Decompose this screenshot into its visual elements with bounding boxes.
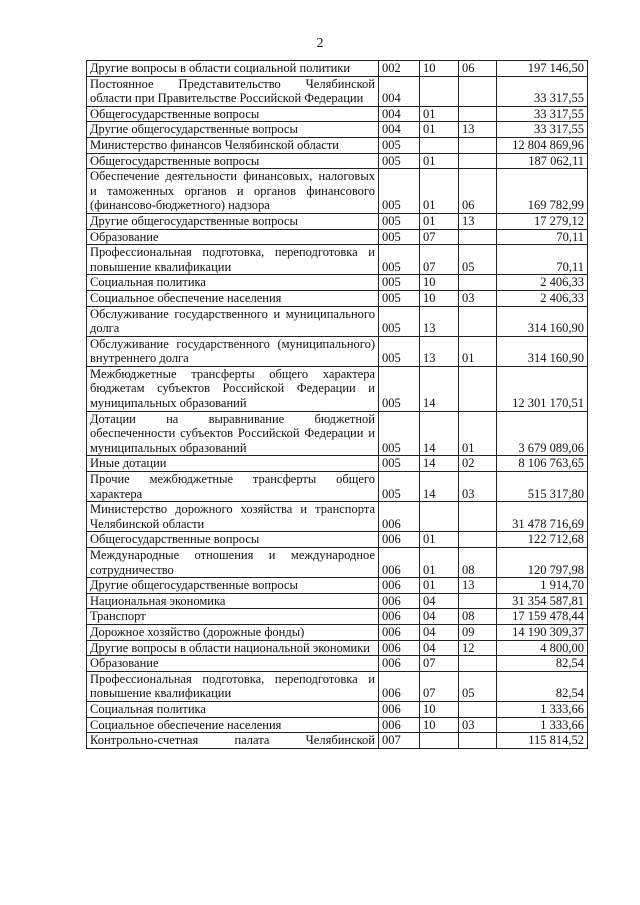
table-row bbox=[87, 169, 588, 214]
row-section: 07 bbox=[420, 656, 459, 672]
row-subsection: 08 bbox=[459, 609, 497, 625]
row-amount: 70,11 bbox=[497, 245, 588, 275]
row-section: 10 bbox=[420, 701, 459, 717]
row-section: 14 bbox=[420, 456, 459, 472]
row-code: 004 bbox=[379, 76, 420, 106]
budget-table bbox=[86, 60, 588, 749]
row-subsection bbox=[459, 275, 497, 291]
row-code: 005 bbox=[379, 229, 420, 245]
row-section: 10 bbox=[420, 717, 459, 733]
row-section bbox=[420, 76, 459, 106]
row-subsection: 06 bbox=[459, 61, 497, 77]
row-section: 13 bbox=[420, 306, 459, 336]
row-name: Дотации на выравнивание бюджетной обеспеченности субъектов Российской Федерации и муниципальных образований bbox=[87, 411, 379, 456]
row-section: 10 bbox=[420, 61, 459, 77]
row-name: Социальное обеспечение населения bbox=[87, 290, 379, 306]
row-code: 006 bbox=[379, 609, 420, 625]
row-amount: 33 317,55 bbox=[497, 106, 588, 122]
row-subsection bbox=[459, 153, 497, 169]
row-name: Министерство дорожного хозяйства и транспорта Челябинской области bbox=[87, 502, 379, 532]
row-code: 004 bbox=[379, 106, 420, 122]
row-subsection: 09 bbox=[459, 624, 497, 640]
row-amount: 120 797,98 bbox=[497, 548, 588, 578]
table-row bbox=[87, 532, 588, 548]
row-code: 005 bbox=[379, 306, 420, 336]
row-amount: 115 814,52 bbox=[497, 733, 588, 749]
row-amount: 82,54 bbox=[497, 671, 588, 701]
budget-table-body bbox=[87, 61, 588, 749]
row-subsection: 13 bbox=[459, 122, 497, 138]
row-amount: 12 301 170,51 bbox=[497, 366, 588, 411]
table-row bbox=[87, 336, 588, 366]
row-section: 13 bbox=[420, 336, 459, 366]
row-name: Другие общегосударственные вопросы bbox=[87, 213, 379, 229]
row-name: Общегосударственные вопросы bbox=[87, 532, 379, 548]
table-row bbox=[87, 213, 588, 229]
row-name: Министерство финансов Челябинской области bbox=[87, 137, 379, 153]
row-name: Национальная экономика bbox=[87, 593, 379, 609]
row-code: 005 bbox=[379, 336, 420, 366]
row-subsection: 05 bbox=[459, 245, 497, 275]
row-name: Дорожное хозяйство (дорожные фонды) bbox=[87, 624, 379, 640]
row-name: Другие вопросы в области национальной экономики bbox=[87, 640, 379, 656]
row-name: Прочие межбюджетные трансферты общего характера bbox=[87, 472, 379, 502]
row-name: Другие общегосударственные вопросы bbox=[87, 578, 379, 594]
row-amount: 12 804 869,96 bbox=[497, 137, 588, 153]
row-code: 006 bbox=[379, 578, 420, 594]
row-code: 005 bbox=[379, 366, 420, 411]
table-row bbox=[87, 717, 588, 733]
row-subsection bbox=[459, 229, 497, 245]
row-code: 006 bbox=[379, 593, 420, 609]
table-row bbox=[87, 548, 588, 578]
row-section bbox=[420, 502, 459, 532]
row-subsection bbox=[459, 306, 497, 336]
row-code: 005 bbox=[379, 290, 420, 306]
row-name: Другие вопросы в области социальной политики bbox=[87, 61, 379, 77]
row-name: Транспорт bbox=[87, 609, 379, 625]
row-subsection: 03 bbox=[459, 717, 497, 733]
row-subsection bbox=[459, 733, 497, 749]
row-section: 07 bbox=[420, 671, 459, 701]
table-row bbox=[87, 624, 588, 640]
row-amount: 70,11 bbox=[497, 229, 588, 245]
row-name: Профессиональная подготовка, переподготовка и повышение квалификации bbox=[87, 245, 379, 275]
row-name: Обслуживание государственного (муниципального) внутреннего долга bbox=[87, 336, 379, 366]
row-amount: 122 712,68 bbox=[497, 532, 588, 548]
table-row bbox=[87, 306, 588, 336]
table-row bbox=[87, 671, 588, 701]
row-amount: 33 317,55 bbox=[497, 76, 588, 106]
row-section: 01 bbox=[420, 169, 459, 214]
row-name: Международные отношения и международное сотрудничество bbox=[87, 548, 379, 578]
table-row bbox=[87, 593, 588, 609]
row-section: 04 bbox=[420, 640, 459, 656]
row-section: 01 bbox=[420, 106, 459, 122]
table-row bbox=[87, 609, 588, 625]
table-row bbox=[87, 656, 588, 672]
row-section bbox=[420, 137, 459, 153]
row-amount: 1 333,66 bbox=[497, 701, 588, 717]
table-row bbox=[87, 640, 588, 656]
row-subsection: 05 bbox=[459, 671, 497, 701]
row-section: 04 bbox=[420, 593, 459, 609]
row-code: 006 bbox=[379, 701, 420, 717]
row-subsection: 08 bbox=[459, 548, 497, 578]
table-row bbox=[87, 472, 588, 502]
row-subsection bbox=[459, 502, 497, 532]
row-name: Социальная политика bbox=[87, 701, 379, 717]
row-amount: 17 279,12 bbox=[497, 213, 588, 229]
row-code: 004 bbox=[379, 122, 420, 138]
table-row bbox=[87, 153, 588, 169]
row-amount: 4 800,00 bbox=[497, 640, 588, 656]
row-name: Межбюджетные трансферты общего характера бюджетам субъектов Российской Федерации и муниципальных образований bbox=[87, 366, 379, 411]
table-row bbox=[87, 366, 588, 411]
row-amount: 314 160,90 bbox=[497, 306, 588, 336]
table-row bbox=[87, 578, 588, 594]
row-subsection bbox=[459, 137, 497, 153]
table-row bbox=[87, 122, 588, 138]
row-subsection bbox=[459, 76, 497, 106]
table-row bbox=[87, 137, 588, 153]
row-subsection: 03 bbox=[459, 290, 497, 306]
row-amount: 31 354 587,81 bbox=[497, 593, 588, 609]
row-amount: 33 317,55 bbox=[497, 122, 588, 138]
row-name: Контрольно-счетная палата Челябинской bbox=[87, 733, 379, 749]
row-subsection: 06 bbox=[459, 169, 497, 214]
row-code: 002 bbox=[379, 61, 420, 77]
row-section: 01 bbox=[420, 532, 459, 548]
row-section: 10 bbox=[420, 290, 459, 306]
table-row bbox=[87, 61, 588, 77]
row-section: 01 bbox=[420, 122, 459, 138]
row-amount: 2 406,33 bbox=[497, 290, 588, 306]
row-subsection: 12 bbox=[459, 640, 497, 656]
row-amount: 14 190 309,37 bbox=[497, 624, 588, 640]
row-name: Общегосударственные вопросы bbox=[87, 106, 379, 122]
row-code: 005 bbox=[379, 153, 420, 169]
row-name: Иные дотации bbox=[87, 456, 379, 472]
row-name: Профессиональная подготовка, переподготовка и повышение квалификации bbox=[87, 671, 379, 701]
row-name: Образование bbox=[87, 229, 379, 245]
row-subsection: 01 bbox=[459, 336, 497, 366]
row-amount: 17 159 478,44 bbox=[497, 609, 588, 625]
row-code: 006 bbox=[379, 671, 420, 701]
row-code: 006 bbox=[379, 717, 420, 733]
row-subsection: 13 bbox=[459, 213, 497, 229]
row-amount: 1 333,66 bbox=[497, 717, 588, 733]
row-name: Образование bbox=[87, 656, 379, 672]
table-row bbox=[87, 106, 588, 122]
row-name: Постоянное Представительство Челябинской области при Правительстве Российской Федерации bbox=[87, 76, 379, 106]
row-amount: 169 782,99 bbox=[497, 169, 588, 214]
row-code: 006 bbox=[379, 532, 420, 548]
row-section: 07 bbox=[420, 229, 459, 245]
row-name: Обслуживание государственного и муниципального долга bbox=[87, 306, 379, 336]
row-subsection: 03 bbox=[459, 472, 497, 502]
row-subsection bbox=[459, 593, 497, 609]
row-section: 01 bbox=[420, 548, 459, 578]
row-code: 005 bbox=[379, 275, 420, 291]
row-code: 006 bbox=[379, 502, 420, 532]
row-subsection: 02 bbox=[459, 456, 497, 472]
row-code: 006 bbox=[379, 624, 420, 640]
row-name: Общегосударственные вопросы bbox=[87, 153, 379, 169]
row-section: 01 bbox=[420, 213, 459, 229]
row-code: 007 bbox=[379, 733, 420, 749]
row-name: Социальная политика bbox=[87, 275, 379, 291]
row-amount: 197 146,50 bbox=[497, 61, 588, 77]
row-code: 005 bbox=[379, 137, 420, 153]
row-amount: 314 160,90 bbox=[497, 336, 588, 366]
row-subsection bbox=[459, 656, 497, 672]
row-amount: 2 406,33 bbox=[497, 275, 588, 291]
row-name: Социальное обеспечение населения bbox=[87, 717, 379, 733]
row-section: 04 bbox=[420, 624, 459, 640]
row-subsection bbox=[459, 532, 497, 548]
row-amount: 187 062,11 bbox=[497, 153, 588, 169]
row-section: 10 bbox=[420, 275, 459, 291]
table-row bbox=[87, 245, 588, 275]
row-name: Обеспечение деятельности финансовых, налоговых и таможенных органов и органов финансового (финансово-бюджетного) надзора bbox=[87, 169, 379, 214]
row-code: 005 bbox=[379, 169, 420, 214]
row-section: 04 bbox=[420, 609, 459, 625]
table-row bbox=[87, 275, 588, 291]
row-code: 005 bbox=[379, 411, 420, 456]
row-amount: 8 106 763,65 bbox=[497, 456, 588, 472]
table-row bbox=[87, 456, 588, 472]
row-amount: 82,54 bbox=[497, 656, 588, 672]
row-section: 14 bbox=[420, 366, 459, 411]
row-amount: 31 478 716,69 bbox=[497, 502, 588, 532]
page-number: 2 bbox=[316, 36, 324, 51]
row-code: 006 bbox=[379, 656, 420, 672]
row-subsection bbox=[459, 106, 497, 122]
table-row bbox=[87, 733, 588, 749]
table-row bbox=[87, 411, 588, 456]
row-subsection: 13 bbox=[459, 578, 497, 594]
row-code: 005 bbox=[379, 213, 420, 229]
row-name: Другие общегосударственные вопросы bbox=[87, 122, 379, 138]
table-row bbox=[87, 502, 588, 532]
row-subsection bbox=[459, 701, 497, 717]
row-section: 01 bbox=[420, 578, 459, 594]
row-section: 14 bbox=[420, 411, 459, 456]
row-section: 01 bbox=[420, 153, 459, 169]
row-amount: 1 914,70 bbox=[497, 578, 588, 594]
row-code: 005 bbox=[379, 472, 420, 502]
table-row bbox=[87, 701, 588, 717]
row-subsection bbox=[459, 366, 497, 411]
row-code: 005 bbox=[379, 456, 420, 472]
row-subsection: 01 bbox=[459, 411, 497, 456]
table-row bbox=[87, 229, 588, 245]
row-amount: 3 679 089,06 bbox=[497, 411, 588, 456]
row-section: 07 bbox=[420, 245, 459, 275]
row-section: 14 bbox=[420, 472, 459, 502]
table-row bbox=[87, 290, 588, 306]
table-row bbox=[87, 76, 588, 106]
row-code: 005 bbox=[379, 245, 420, 275]
row-amount: 515 317,80 bbox=[497, 472, 588, 502]
row-code: 006 bbox=[379, 640, 420, 656]
row-section bbox=[420, 733, 459, 749]
row-code: 006 bbox=[379, 548, 420, 578]
